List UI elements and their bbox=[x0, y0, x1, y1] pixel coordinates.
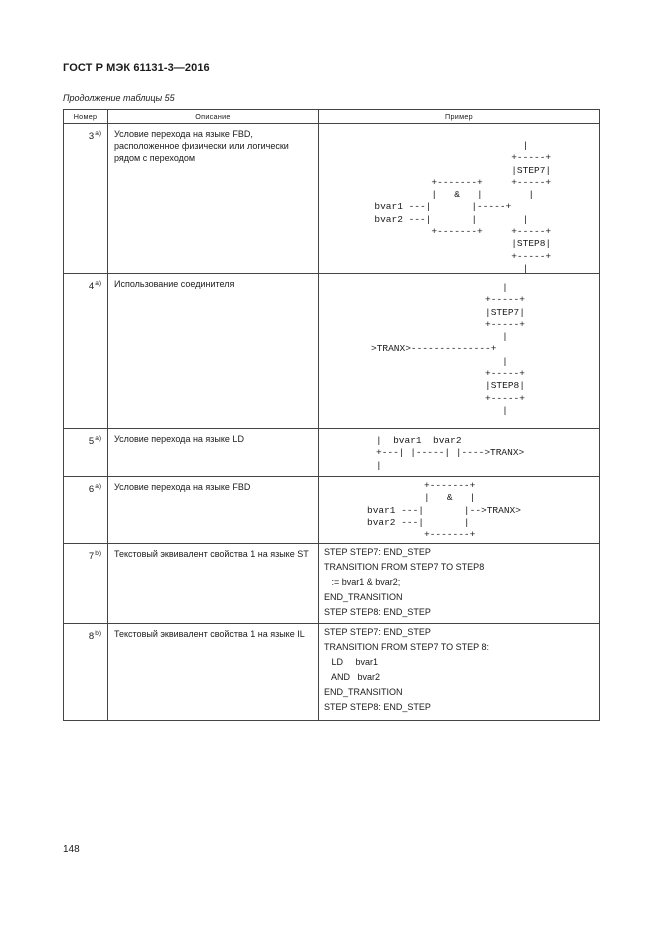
connector-diagram: | +-----+ |STEP7| +-----+ | >TRANX>--------------+ | +-----+ |STEP8| +-----+ | bbox=[371, 282, 525, 416]
code-line: STEP STEP7: END_STEP bbox=[324, 627, 431, 637]
row-example bbox=[319, 624, 600, 721]
table-row bbox=[64, 429, 600, 477]
code-line: STEP STEP8: END_STEP bbox=[324, 607, 431, 617]
col-header-desc: Описание bbox=[108, 110, 319, 124]
row-number bbox=[64, 544, 108, 624]
fbd-diagram: | +-----+ |STEP7| +-------+ +-----+ | & | | bvar1 ---| |-----+ bvar2 ---| | | +-------+ +-----+ |STEP8| +-----+ | bbox=[374, 140, 552, 274]
code-line: STEP STEP8: END_STEP bbox=[324, 702, 431, 712]
row-number bbox=[64, 124, 108, 274]
ld-diagram: | bvar1 bvar2 +---| |-----| |---->TRANX> | bbox=[376, 435, 525, 471]
document-header: ГОСТ Р МЭК 61131-3—2016 bbox=[63, 62, 210, 74]
row-example bbox=[319, 544, 600, 624]
code-line: END_TRANSITION bbox=[324, 592, 403, 602]
row-number bbox=[64, 477, 108, 544]
il-code bbox=[319, 624, 599, 715]
table-row bbox=[64, 624, 600, 721]
table-row bbox=[64, 124, 600, 274]
code-line: LD bvar1 bbox=[324, 657, 379, 667]
code-line: TRANSITION FROM STEP7 TO STEP8 bbox=[324, 562, 485, 572]
row-example bbox=[319, 429, 600, 477]
code-line: TRANSITION FROM STEP7 TO STEP 8: bbox=[324, 642, 490, 652]
row-number bbox=[64, 274, 108, 429]
row-number-value: 4 bbox=[88, 281, 95, 292]
row-number-value: 5 bbox=[88, 436, 95, 447]
table-caption: Продолжение таблицы 55 bbox=[63, 93, 175, 103]
row-example bbox=[319, 124, 600, 274]
col-header-example: Пример bbox=[319, 110, 600, 124]
row-number-value: 8 bbox=[88, 631, 95, 642]
fbd-tranx-diagram: +-------+ | & | bvar1 ---| |-->TRANX> bvar2 ---| | +-------+ bbox=[367, 480, 521, 541]
code-line: := bvar1 & bvar2; bbox=[324, 577, 401, 587]
page-number: 148 bbox=[63, 844, 80, 855]
row-number bbox=[64, 624, 108, 721]
row-number-value: 7 bbox=[88, 551, 95, 562]
row-description: Текстовый эквивалент свойства 1 на языке IL bbox=[108, 624, 319, 721]
row-description: Использование соединителя bbox=[108, 274, 319, 429]
row-example bbox=[319, 274, 600, 429]
row-number bbox=[64, 429, 108, 477]
code-line: STEP STEP7: END_STEP bbox=[324, 547, 431, 557]
footnote-ref: a) bbox=[95, 280, 101, 287]
st-code bbox=[319, 544, 599, 620]
row-number-value: 3 bbox=[88, 131, 95, 142]
footnote-ref: b) bbox=[95, 630, 101, 637]
footnote-ref: a) bbox=[95, 435, 101, 442]
footnote-ref: a) bbox=[95, 483, 101, 490]
footnote-ref: a) bbox=[95, 130, 101, 137]
row-description: Условие перехода на языке LD bbox=[108, 429, 319, 477]
code-line: END_TRANSITION bbox=[324, 687, 403, 697]
footnote-ref: b) bbox=[95, 550, 101, 557]
col-header-num: Номер bbox=[64, 110, 108, 124]
row-description: Условие перехода на языке FBD bbox=[108, 477, 319, 544]
table-row bbox=[64, 274, 600, 429]
table-55 bbox=[63, 109, 600, 721]
row-example bbox=[319, 477, 600, 544]
table-row bbox=[64, 544, 600, 624]
code-line: AND bvar2 bbox=[324, 672, 381, 682]
row-description: Текстовый эквивалент свойства 1 на языке ST bbox=[108, 544, 319, 624]
row-description: Условие перехода на языке FBD, расположенное физически или логически рядом с переходом bbox=[108, 124, 319, 274]
row-number-value: 6 bbox=[88, 484, 95, 495]
table-header-row bbox=[64, 110, 600, 124]
table-row bbox=[64, 477, 600, 544]
